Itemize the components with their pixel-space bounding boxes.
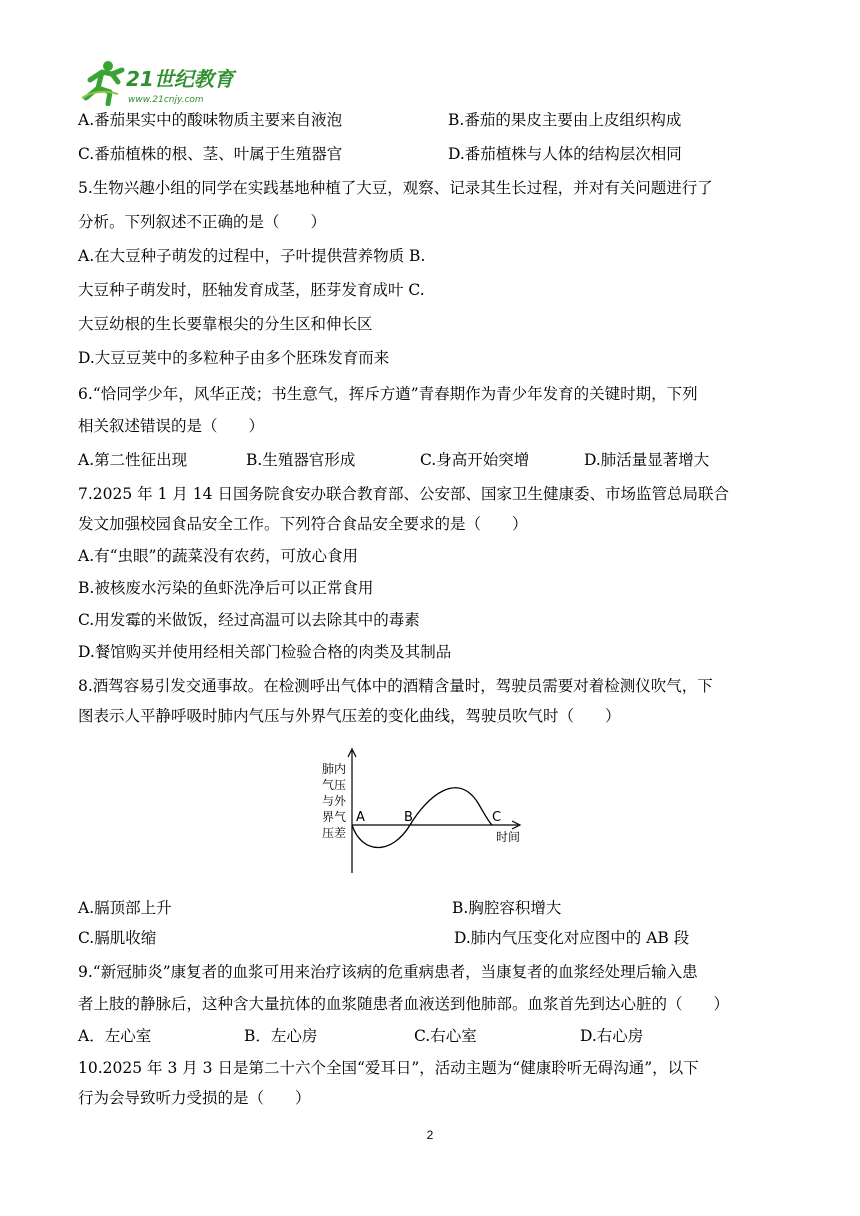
q5-line-a: A.在大豆种子萌发的过程中，子叶提供营养物质 B. bbox=[78, 247, 426, 265]
q8-option-b: B.胸腔容积增大 bbox=[452, 899, 562, 917]
pressure-curve bbox=[352, 788, 492, 848]
q4-option-c: C.番茄植株的根、茎、叶属于生殖器官 bbox=[78, 145, 343, 163]
y-axis-label-line: 气压 bbox=[322, 778, 347, 792]
q7-option-b: B.被核废水污染的鱼虾洗净后可以正常食用 bbox=[78, 579, 374, 597]
y-axis-label-line: 与外 bbox=[322, 794, 347, 808]
y-axis-label-line: 肺内 bbox=[322, 762, 347, 776]
q6-option-a: A.第二性征出现 bbox=[78, 451, 188, 469]
q8-option-c: C.膈肌收缩 bbox=[78, 929, 157, 947]
q7-stem-1: 7.2025 年 1 月 14 日国务院食安办联合教育部、公安部、国家卫生健康委、市场监管总局联合 bbox=[78, 485, 729, 503]
q9-option-b: B．左心房 bbox=[244, 1027, 318, 1045]
y-axis-label bbox=[322, 761, 347, 840]
q8-stem-1: 8.酒驾容易引发交通事故。在检测呼出气体中的酒精含量时，驾驶员需要对着检测仪吹气，下 bbox=[78, 677, 713, 695]
q7-option-c: C.用发霉的米做饭，经过高温可以去除其中的毒素 bbox=[78, 611, 420, 629]
point-b-label: B bbox=[404, 810, 413, 825]
q7-option-d: D.餐馆购买并使用经相关部门检验合格的肉类及其制品 bbox=[78, 643, 452, 661]
q5-stem-1: 5.生物兴趣小组的同学在实践基地种植了大豆，观察、记录其生长过程，并对有关问题进行了 bbox=[78, 179, 713, 197]
q6-option-c: C.身高开始突增 bbox=[420, 451, 530, 469]
y-axis-label-line: 界气 bbox=[322, 810, 347, 824]
x-axis-label: 时间 bbox=[496, 830, 521, 844]
q9-option-c: C.右心室 bbox=[414, 1027, 477, 1045]
q4-option-b: B.番茄的果皮主要由上皮组织构成 bbox=[448, 111, 682, 129]
q7-option-a: A.有“虫眼”的蔬菜没有农药，可放心食用 bbox=[78, 547, 358, 565]
q4-option-a: A.番茄果实中的酸味物质主要来自液泡 bbox=[78, 111, 343, 129]
q10-stem-2: 行为会导致听力受损的是（ ） bbox=[78, 1089, 311, 1107]
q9-stem-1: 9.“新冠肺炎”康复者的血浆可用来治疗该病的危重病患者，当康复者的血浆经处理后输入患 bbox=[78, 963, 698, 981]
point-c-label: C bbox=[492, 810, 502, 825]
q5-line-c: 大豆幼根的生长要靠根尖的分生区和伸长区 bbox=[78, 315, 373, 333]
pressure-curve-figure bbox=[318, 745, 533, 875]
q5-line-d: D.大豆豆荚中的多粒种子由多个胚珠发育而来 bbox=[78, 349, 390, 367]
q6-option-b: B.生殖器官形成 bbox=[246, 451, 356, 469]
q8-option-d: D.肺内气压变化对应图中的 AB 段 bbox=[454, 929, 690, 947]
q6-option-d: D.肺活量显著增大 bbox=[584, 451, 710, 469]
logo-url: www.21cnjy.com bbox=[128, 95, 204, 105]
q5-stem-2: 分析。下列叙述不正确的是（ ） bbox=[78, 213, 327, 231]
q9-option-d: D.右心房 bbox=[580, 1027, 644, 1045]
q5-line-b: 大豆种子萌发时，胚轴发育成茎，胚芽发育成叶 C. bbox=[78, 281, 425, 299]
q8-stem-2: 图表示人平静呼吸时肺内气压与外界气压差的变化曲线，驾驶员吹气时（ ） bbox=[78, 707, 621, 725]
point-a-label: A bbox=[356, 810, 365, 825]
q6-stem-1: 6.“恰同学少年，风华正茂；书生意气，挥斥方遒”青春期作为青少年发育的关键时期，下列 bbox=[78, 385, 698, 403]
q9-stem-2: 者上肢的静脉后，这种含大量抗体的血浆随患者血液送到他肺部。血浆首先到达心脏的（ ） bbox=[78, 995, 730, 1013]
q10-stem-1: 10.2025 年 3 月 3 日是第二十六个全国“爱耳日”，活动主题为“健康聆听无碍沟通”，以下 bbox=[78, 1059, 699, 1077]
logo-brand: 21世纪教育 bbox=[126, 67, 234, 91]
q8-option-a: A.膈顶部上升 bbox=[78, 899, 172, 917]
runner-icon bbox=[82, 61, 122, 104]
site-logo bbox=[78, 58, 258, 106]
page-number: 2 bbox=[426, 1128, 434, 1142]
q6-stem-2: 相关叙述错误的是（ ） bbox=[78, 417, 265, 435]
y-axis-label-line: 压差 bbox=[322, 826, 347, 840]
q9-option-a: A．左心室 bbox=[78, 1027, 152, 1045]
q4-option-d: D.番茄植株与人体的结构层次相同 bbox=[448, 145, 682, 163]
q7-stem-2: 发文加强校园食品安全工作。下列符合食品安全要求的是（ ） bbox=[78, 515, 528, 533]
